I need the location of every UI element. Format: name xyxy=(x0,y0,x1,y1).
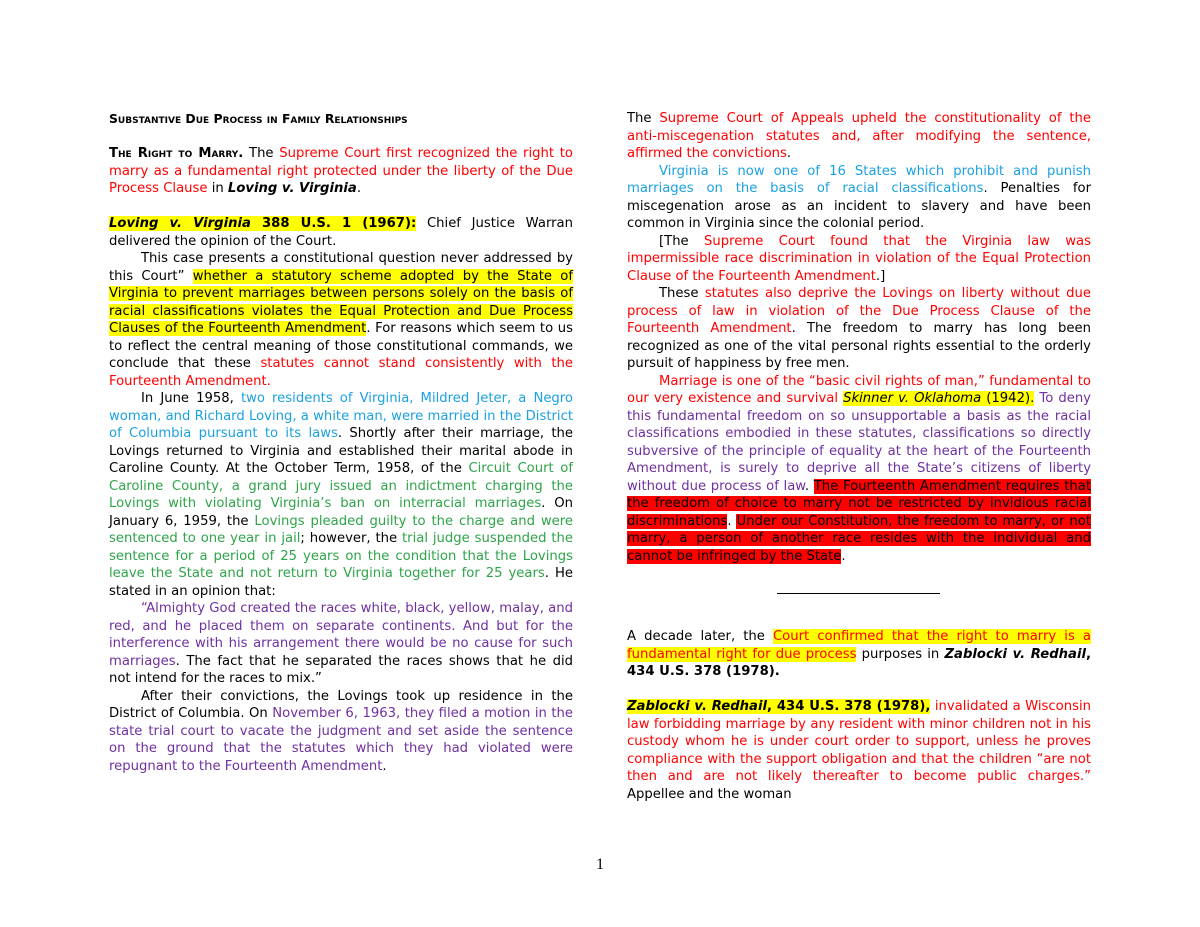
text-span: This case presents a constitutional question never addressed by this Court” xyxy=(109,251,573,284)
red-text: Supreme Court first recognized the right to marry as a fundamental right protected under the liberty of the Due Process Clause xyxy=(109,146,573,196)
case-name: Loving v. Virginia xyxy=(109,216,251,231)
case-citation: , 434 U.S. 378 (1978), xyxy=(767,699,931,714)
red-text: Supreme Court of Appeals upheld the constitutionality of the anti-miscegenation statutes and, after modifying the sentence, affirmed the convictions xyxy=(627,111,1091,161)
text-span: . xyxy=(727,513,737,529)
text-span: . Penalties for miscegenation arose as an incident to slavery and have been common in Virginia since the colonial period. xyxy=(627,181,1091,231)
due-process-paragraph xyxy=(627,285,1091,373)
case-citation: , 434 U.S. 378 (1978). xyxy=(627,646,1092,679)
red-text: Marriage is one of the “basic civil rights of man,” fundamental to our very existence and survival xyxy=(627,373,1091,406)
right-column xyxy=(627,105,1091,803)
text-span: A decade later, the xyxy=(627,629,773,644)
blue-text: Virginia is now one of 16 States which prohibit and punish marriages on the basis of racial classifications xyxy=(627,163,1091,196)
page-number: 1 xyxy=(596,856,604,873)
spacer xyxy=(627,681,1091,699)
text-span: The xyxy=(627,111,660,126)
text-span: purposes in xyxy=(856,646,945,662)
text-span: .] xyxy=(875,268,886,284)
case-citation: 388 U.S. 1 (1967): xyxy=(250,216,417,231)
green-text: Circuit Court of Caroline County, a grand jury issued an indictment charging the Lovings with violating Virginia’s ban on interracial marriages xyxy=(109,461,573,511)
text-span: . He stated in an opinion that: xyxy=(109,566,573,599)
blue-text: two residents of Virginia, Mildred Jeter, a Negro woman, and Richard Loving, a white man, were married in the District of Columbia pursuant to its laws xyxy=(109,391,574,441)
appeals-paragraph xyxy=(627,110,1091,163)
text-span: . Shortly after their marriage, the Lovings returned to Virginia and established their marital abode in Caroline County. At the October Term, 1958, of the xyxy=(109,426,573,476)
section-title xyxy=(109,110,573,128)
red-highlight: The Fourteenth Amendment requires that the freedom of choice to marry not be restricted by invidious racial discriminations xyxy=(627,478,1091,529)
decade-later-paragraph xyxy=(627,628,1091,681)
judge-quote-paragraph xyxy=(109,600,573,688)
text-span: In June 1958, xyxy=(141,391,241,406)
loving-citation-paragraph xyxy=(109,215,573,250)
text-span: . xyxy=(356,181,362,196)
red-text: Supreme Court found that the Virginia law was impermissible race discrimination in violation of the Equal Protection Clause of the Fourteenth Amendment xyxy=(627,233,1091,284)
right-to-marry-heading: The Right to Marry. xyxy=(109,146,244,161)
text-span: in xyxy=(207,181,228,196)
case-name: Skinner v. Oklahoma xyxy=(843,391,982,406)
text-span: Chief Justice Warran delivered the opinion of the Court. xyxy=(109,216,573,249)
text-span: . The fact that he separated the races shows that he did not intend for the races to mix.” xyxy=(109,653,573,686)
opinion-paragraph-2 xyxy=(109,390,573,600)
text-span: Appellee and the woman xyxy=(627,786,792,802)
text-span: . xyxy=(786,146,792,161)
text-span: . xyxy=(804,478,814,494)
case-year: (1942). xyxy=(981,391,1035,406)
green-text: Lovings pleaded guilty to the charge and were sentenced to one year in jail xyxy=(109,513,573,546)
text-span: The xyxy=(249,146,280,161)
red-highlight: Under our Constitution, the freedom to marry, or not marry, a person of another race resides with the individual and cannot be infringed by the State xyxy=(627,513,1091,564)
text-span: . On January 6, 1959, the xyxy=(109,496,573,529)
purple-text: To deny this fundamental freedom on so unsupportable a basis as the racial classifications embodied in these statutes, classifications so directly subversive of the principle of equality at the heart of the Fourteenth Amendment, is surely to deprive all the State’s citizens of liberty without due process of law xyxy=(627,391,1091,494)
spacer xyxy=(109,198,573,216)
red-text: statutes cannot stand consistently with the Fourteenth Amendment. xyxy=(109,356,574,389)
equal-protection-paragraph xyxy=(627,233,1091,286)
text-span: ; however, the xyxy=(300,531,403,546)
red-text: invalidated a Wisconsin law forbidding marriage by any resident with minor children not in his custody whom he is under court order to support, unless he proves compliance with the support obligation and that the children “are not then and are not likely thereafter to become public charges.” xyxy=(627,699,1091,784)
purple-text: November 6, 1963, they filed a motion in the state trial court to vacate the judgment and set aside the sentence on the ground that the statutes which they had violated were repugnant to the Fourteenth Amendment xyxy=(109,706,573,774)
marriage-civil-right-paragraph xyxy=(627,373,1091,566)
left-column xyxy=(109,105,573,775)
red-text: statutes also deprive the Lovings on liberty without due process of law in violation of the Due Process Clause of the Fourteenth Amendment xyxy=(627,286,1091,336)
zablocki-paragraph xyxy=(627,698,1091,803)
case-name: Loving v. Virginia xyxy=(227,181,357,196)
text-span: [The xyxy=(659,233,704,249)
section-title-text: Substantive Due Process in Family Relationships xyxy=(109,111,408,126)
purple-text: “Almighty God created the races white, black, yellow, malay, and red, and he placed them on separate continents. And but for the interference with his arrangement there would be no cause for such marriages xyxy=(109,601,573,669)
yellow-highlight: Court confirmed that the right to marry is a fundamental right for due process xyxy=(627,629,1092,662)
green-text: trial judge suspended the sentence for a period of 25 years on the condition that the Lovings leave the State and not return to Virginia together for 25 years xyxy=(109,531,573,581)
opinion-paragraph-3 xyxy=(109,688,573,776)
yellow-highlight: whether a statutory scheme adopted by the State of Virginia to prevent marriages between persons solely on the basis of racial classifications violates the Equal Protection and Due Process Clauses of the Fourteenth Amendment xyxy=(109,268,573,336)
sixteen-states-paragraph xyxy=(627,163,1091,233)
spacer xyxy=(627,594,1091,628)
text-span: . The freedom to marry has long been recognized as one of the vital personal rights essential to the orderly pursuit of happiness by free men. xyxy=(627,321,1091,371)
case-name: Zablocki v. Redhail xyxy=(627,699,767,714)
text-span: After their convictions, the Lovings took up residence in the District of Columbia. On xyxy=(109,688,573,721)
case-name: Zablocki v. Redhail xyxy=(944,646,1086,662)
right-to-marry-paragraph xyxy=(109,145,573,198)
opinion-paragraph-1 xyxy=(109,250,573,390)
text-span: . xyxy=(841,548,846,564)
text-span: These xyxy=(659,286,705,301)
text-span: . For reasons which seem to us to reflect the central meaning of those constitutional commands, we conclude that these xyxy=(109,321,573,371)
text-span: . xyxy=(382,758,387,774)
